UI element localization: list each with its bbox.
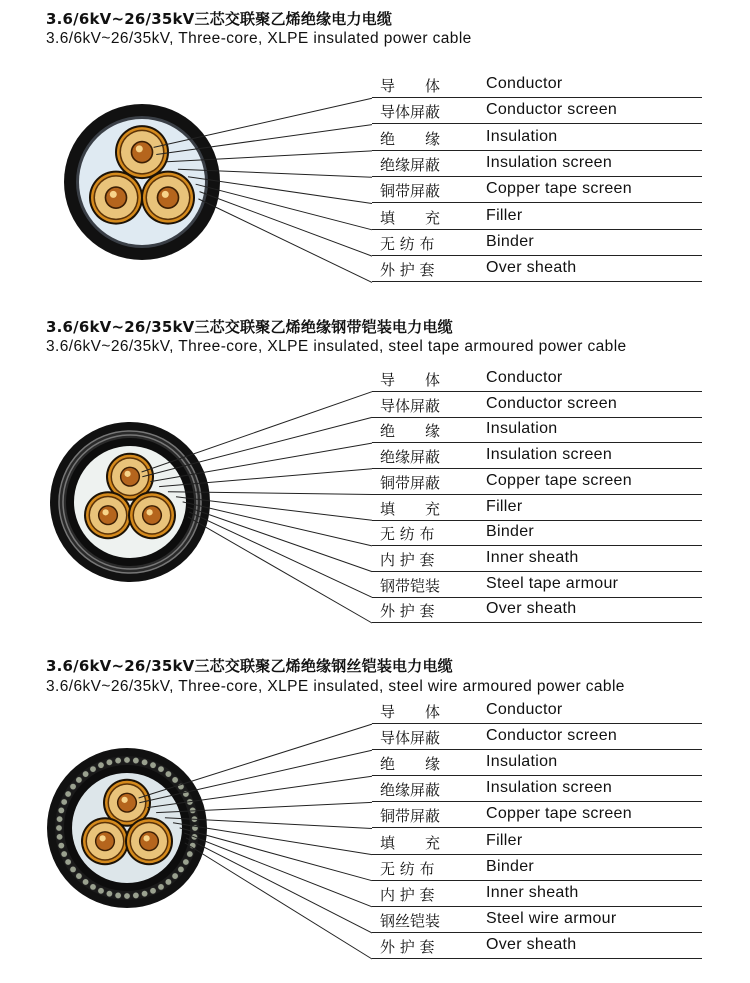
- layer-name-cn: 铜带屏蔽: [380, 182, 441, 201]
- layer-name-cn: 绝 缘: [380, 422, 441, 441]
- steel-wire: [115, 757, 122, 764]
- layer-row: [372, 724, 702, 750]
- steel-wire: [158, 884, 165, 891]
- steel-wire: [106, 759, 113, 766]
- steel-wire: [61, 851, 68, 858]
- layer-row: [372, 151, 702, 177]
- layer-name-cn: 无 纺 布: [380, 234, 435, 253]
- leader-line: [184, 833, 372, 907]
- steel-wire: [65, 791, 72, 798]
- layer-row: [372, 204, 702, 230]
- cable-drawing: [50, 422, 210, 582]
- conductor: [99, 507, 116, 524]
- layer-row: [372, 802, 702, 828]
- steel-wire: [141, 759, 148, 766]
- section-title-cn: 3.6/6kV~26/35kV三芯交联聚乙烯绝缘钢带铠装电力电缆: [46, 318, 453, 336]
- conductor: [132, 142, 151, 161]
- layer-name-cn: 钢带铠装: [380, 576, 441, 595]
- steel-wire: [58, 842, 65, 849]
- steel-wire: [133, 892, 140, 899]
- steel-wire: [90, 884, 97, 891]
- steel-wire: [115, 892, 122, 899]
- layer-name-cn: 绝缘屏蔽: [380, 155, 441, 174]
- conductor: [96, 833, 113, 850]
- steel-wire: [56, 825, 63, 832]
- steel-wire: [61, 799, 68, 806]
- layer-row: [372, 933, 702, 959]
- layer-name-cn: 导体屏蔽: [380, 729, 441, 748]
- leader-line: [139, 724, 372, 798]
- layer-row: [372, 366, 702, 392]
- leader-line: [200, 192, 372, 257]
- layer-name-cn: 铜带屏蔽: [380, 807, 441, 826]
- leader-line: [180, 828, 372, 881]
- section-title-cn: 3.6/6kV~26/35kV三芯交联聚乙烯绝缘钢丝铠装电力电缆: [46, 657, 453, 675]
- layer-row: [372, 495, 702, 521]
- steel-wire: [90, 766, 97, 773]
- layer-name-en: Insulation: [486, 127, 558, 145]
- layer-name-en: Binder: [486, 232, 535, 250]
- conductor-highlight: [136, 145, 143, 152]
- section-title-en: 3.6/6kV~26/35kV, Three-core, XLPE insulated, steel wire armoured power cable: [46, 678, 625, 695]
- layer-row: [372, 392, 702, 418]
- conductor: [121, 468, 138, 485]
- layer-row: [372, 907, 702, 933]
- layer-row: [372, 546, 702, 572]
- cable-section-3: [0, 640, 750, 983]
- layer-name-en: Insulation screen: [486, 779, 613, 797]
- conductor: [118, 794, 135, 811]
- leader-line: [188, 517, 372, 623]
- layer-name-cn: 绝缘屏蔽: [380, 448, 441, 467]
- layer-row: [372, 98, 702, 124]
- layer-name-en: Over sheath: [486, 259, 577, 277]
- steel-wire: [70, 866, 77, 873]
- layer-name-cn: 钢丝铠装: [380, 911, 441, 930]
- steel-wire: [98, 888, 105, 895]
- conductor-highlight: [143, 835, 149, 841]
- layer-name-cn: 外 护 套: [380, 602, 435, 621]
- layer-name-en: Steel wire armour: [486, 909, 617, 927]
- steel-wire: [56, 816, 63, 823]
- layer-row: [372, 572, 702, 598]
- steel-wire: [76, 777, 83, 784]
- conductor: [158, 188, 177, 207]
- layer-name-cn: 外 护 套: [380, 261, 435, 280]
- layer-name-cn: 填 充: [380, 499, 441, 518]
- steel-wire: [124, 757, 131, 764]
- layer-row: [372, 417, 702, 443]
- layer-name-cn: 内 护 套: [380, 550, 435, 569]
- layer-name-en: Binder: [486, 857, 535, 875]
- layer-row: [372, 443, 702, 469]
- steel-wire: [158, 766, 165, 773]
- steel-wire: [124, 893, 131, 900]
- steel-wire: [58, 807, 65, 814]
- conductor: [140, 833, 157, 850]
- steel-wire: [82, 771, 89, 778]
- section-title-en: 3.6/6kV~26/35kV, Three-core, XLPE insulated power cable: [46, 30, 472, 47]
- steel-wire: [65, 859, 72, 866]
- steel-wire: [187, 851, 194, 858]
- layer-name-en: Insulation: [486, 753, 558, 771]
- layer-name-en: Conductor screen: [486, 101, 618, 119]
- layer-name-cn: 无 纺 布: [380, 859, 435, 878]
- layer-name-cn: 绝缘屏蔽: [380, 781, 441, 800]
- layer-row: [372, 698, 702, 724]
- layer-row: [372, 177, 702, 203]
- steel-wire: [183, 859, 190, 866]
- steel-wire: [76, 873, 83, 880]
- layer-row: [372, 469, 702, 495]
- layer-name-cn: 绝 缘: [380, 755, 441, 774]
- layer-name-en: Conductor screen: [486, 394, 618, 412]
- leader-underline: [372, 958, 702, 959]
- layer-row: [372, 125, 702, 151]
- layer-row: [372, 72, 702, 98]
- layer-row: [372, 256, 702, 282]
- cable-section-1: [0, 0, 750, 300]
- layer-row: [372, 750, 702, 776]
- conductor-highlight: [102, 509, 108, 515]
- layer-name-en: Insulation: [486, 420, 558, 438]
- layer-row: [372, 520, 702, 546]
- layer-row: [372, 881, 702, 907]
- steel-wire: [141, 890, 148, 897]
- layer-name-en: Conductor: [486, 75, 563, 92]
- layer-name-en: Insulation screen: [486, 446, 613, 464]
- cable-drawing: [47, 748, 207, 908]
- steel-wire: [165, 771, 172, 778]
- leader-underline: [372, 281, 702, 282]
- layer-name-cn: 导体屏蔽: [380, 396, 441, 415]
- cable-drawing: [64, 104, 220, 260]
- layer-name-cn: 导 体: [380, 77, 441, 95]
- conductor-highlight: [110, 191, 117, 198]
- steel-wire: [56, 834, 63, 841]
- steel-wire: [150, 888, 157, 895]
- steel-wire: [106, 890, 113, 897]
- conductor-highlight: [146, 509, 152, 515]
- conductor: [143, 507, 160, 524]
- steel-wire: [150, 762, 157, 769]
- layer-name-en: Conductor: [486, 701, 563, 718]
- layer-name-cn: 无 纺 布: [380, 525, 435, 544]
- conductor: [106, 188, 125, 207]
- layer-name-en: Insulation screen: [486, 153, 613, 171]
- conductor-highlight: [121, 797, 127, 803]
- steel-wire: [133, 757, 140, 764]
- conductor-highlight: [162, 191, 169, 198]
- layer-name-en: Inner sheath: [486, 548, 579, 566]
- layer-name-cn: 填 充: [380, 208, 441, 227]
- layer-name-en: Conductor: [486, 369, 563, 386]
- layer-name-en: Conductor screen: [486, 727, 618, 745]
- layer-row: [372, 855, 702, 881]
- layer-row: [372, 597, 702, 623]
- layer-name-en: Over sheath: [486, 600, 577, 618]
- layer-name-en: Over sheath: [486, 935, 577, 953]
- layer-name-en: Filler: [486, 831, 523, 849]
- layer-name-cn: 导 体: [380, 371, 441, 389]
- layer-name-cn: 内 护 套: [380, 885, 435, 904]
- layer-row: [372, 230, 702, 256]
- layer-name-en: Binder: [486, 523, 535, 541]
- layer-name-en: Copper tape screen: [486, 805, 632, 823]
- leader-line: [186, 838, 372, 933]
- leader-line: [185, 843, 372, 959]
- layer-name-cn: 铜带屏蔽: [380, 473, 441, 492]
- layer-name-en: Copper tape screen: [486, 471, 632, 489]
- layer-name-cn: 导体屏蔽: [380, 103, 441, 122]
- layer-name-en: Copper tape screen: [486, 180, 632, 198]
- layer-name-en: Inner sheath: [486, 883, 579, 901]
- layer-name-en: Filler: [486, 206, 523, 224]
- leader-underline: [372, 622, 702, 623]
- steel-wire: [98, 762, 105, 769]
- layer-name-en: Steel tape armour: [486, 574, 619, 592]
- layer-name-cn: 填 充: [380, 833, 441, 852]
- cable-section-2: [0, 300, 750, 640]
- steel-wire: [172, 777, 179, 784]
- layer-name-cn: 绝 缘: [380, 129, 441, 148]
- steel-wire: [82, 879, 89, 886]
- steel-wire: [172, 873, 179, 880]
- leader-line: [198, 199, 372, 283]
- conductor-highlight: [99, 835, 105, 841]
- section-title-cn: 3.6/6kV~26/35kV三芯交联聚乙烯绝缘电力电缆: [46, 10, 393, 28]
- layer-name-cn: 导 体: [380, 703, 441, 721]
- steel-wire: [178, 866, 185, 873]
- layer-name-en: Filler: [486, 497, 523, 515]
- section-title-en: 3.6/6kV~26/35kV, Three-core, XLPE insulated, steel tape armoured power cable: [46, 338, 627, 355]
- conductor-highlight: [124, 471, 130, 477]
- leader-line: [142, 392, 372, 472]
- layer-row: [372, 776, 702, 802]
- steel-wire: [165, 879, 172, 886]
- layer-name-cn: 外 护 套: [380, 937, 435, 956]
- layer-row: [372, 829, 702, 855]
- steel-wire: [70, 783, 77, 790]
